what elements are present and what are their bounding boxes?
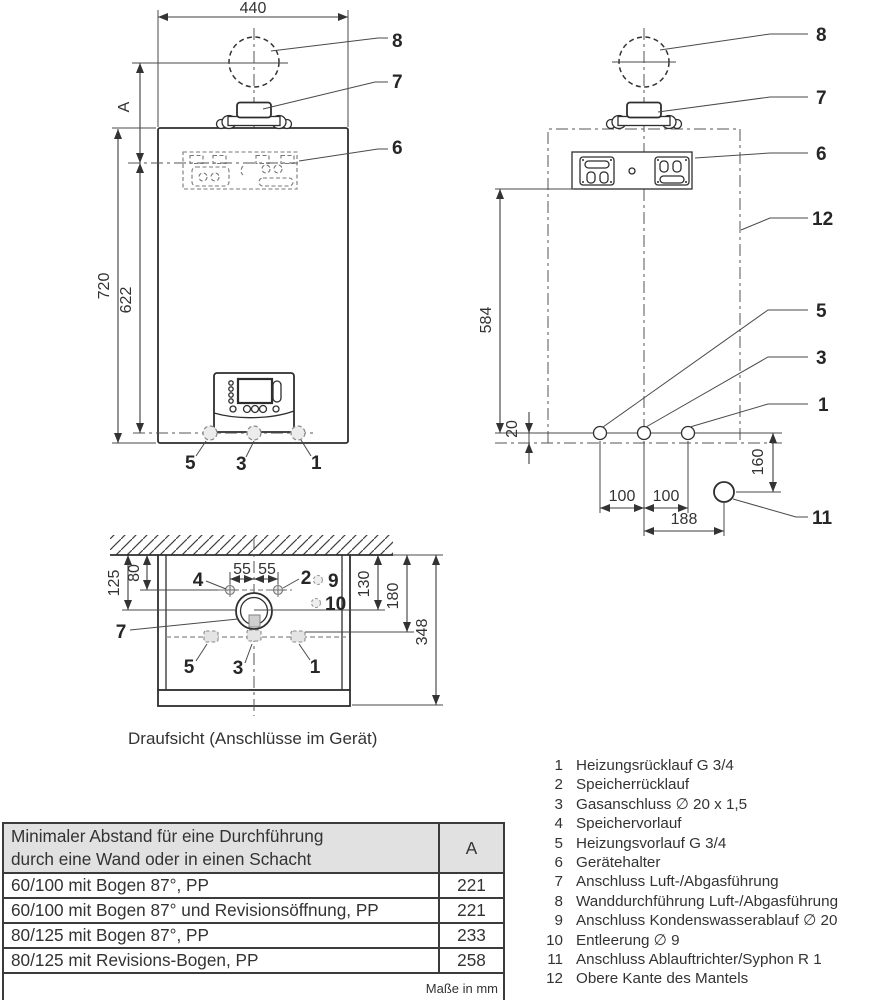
connector-10 xyxy=(312,599,321,608)
legend-item xyxy=(543,756,838,775)
device-holder-plate xyxy=(572,152,692,189)
table-title-line1: Minimaler Abstand für eine Durchführung xyxy=(11,826,324,846)
callout-7: 7 xyxy=(392,72,403,93)
connector-5-front xyxy=(203,426,217,440)
legend-num: 8 xyxy=(554,892,563,910)
table-row xyxy=(3,948,504,973)
callout-3: 3 xyxy=(236,454,247,475)
table-row xyxy=(3,898,504,923)
dim-100-left: 100 xyxy=(608,488,636,505)
dim-20: 20 xyxy=(504,420,521,438)
callout-1: 1 xyxy=(309,657,321,678)
legend-item xyxy=(543,892,838,911)
legend xyxy=(543,756,838,989)
legend-text: Anschluss Ablauftrichter/Syphon R 1 xyxy=(576,951,822,969)
legend-num: 5 xyxy=(554,834,563,852)
dim-440: 440 xyxy=(239,0,267,17)
right-view xyxy=(478,25,833,536)
table-footer-row xyxy=(3,973,504,1000)
callout-3: 3 xyxy=(816,348,827,369)
table-row xyxy=(3,873,504,898)
connector-5-right xyxy=(594,427,607,440)
callout-5: 5 xyxy=(183,657,195,678)
legend-num: 2 xyxy=(554,776,563,794)
legend-item xyxy=(543,795,838,814)
dim-80: 80 xyxy=(126,564,143,582)
display xyxy=(238,379,272,403)
legend-text: Gasanschluss ∅ 20 x 1,5 xyxy=(576,795,748,813)
legend-text: Speichervorlauf xyxy=(576,815,682,833)
table-col-a-header: A xyxy=(439,823,504,873)
connector-1-front xyxy=(291,426,305,440)
callout-12: 12 xyxy=(812,209,834,230)
callout-3: 3 xyxy=(232,658,244,679)
callout-4: 4 xyxy=(192,570,204,591)
legend-num: 7 xyxy=(554,873,563,891)
legend-num: 1 xyxy=(554,757,563,774)
row-label: 60/100 mit Bogen 87° und Revisionsöffnung, PP xyxy=(3,898,439,923)
connector-1-plan xyxy=(291,631,305,642)
table-title-line2: durch eine Wand oder in einen Schacht xyxy=(11,849,312,869)
callout-1: 1 xyxy=(818,395,829,416)
row-value: 221 xyxy=(439,873,504,898)
connector-4 xyxy=(223,583,237,597)
callout-5: 5 xyxy=(185,453,196,474)
callout-6: 6 xyxy=(392,138,403,159)
legend-item xyxy=(543,775,838,794)
callout-7: 7 xyxy=(115,622,127,643)
callout-11: 11 xyxy=(812,508,833,529)
legend-num: 12 xyxy=(546,970,563,988)
row-label: 80/125 mit Revisions-Bogen, PP xyxy=(3,948,439,973)
row-value: 221 xyxy=(439,898,504,923)
top-view xyxy=(106,535,443,748)
table-units-note: Maße in mm xyxy=(3,973,504,1000)
flue-connector-right xyxy=(607,103,682,129)
dim-125: 125 xyxy=(106,569,123,597)
legend-text: Obere Kante des Mantels xyxy=(576,970,749,988)
legend-num: 10 xyxy=(546,931,563,949)
callout-10: 10 xyxy=(325,594,347,615)
legend-num: 4 xyxy=(554,815,563,833)
connector-3-right xyxy=(638,427,651,440)
connector-3-front xyxy=(247,426,261,440)
wall-hatch xyxy=(110,535,393,555)
legend-text: Gerätehalter xyxy=(576,854,661,872)
legend-item xyxy=(543,931,838,950)
row-label: 60/100 mit Bogen 87°, PP xyxy=(3,873,439,898)
legend-text: Speicherrücklauf xyxy=(576,776,690,794)
callout-7: 7 xyxy=(816,88,827,109)
connector-1-right xyxy=(682,427,695,440)
callout-9: 9 xyxy=(328,571,339,592)
legend-text: Anschluss Luft-/Abgasführung xyxy=(576,873,779,891)
legend-num: 11 xyxy=(547,951,563,969)
table-row xyxy=(3,923,504,948)
top-view-caption: Draufsicht (Anschlüsse im Gerät) xyxy=(128,729,378,748)
syphon-connector xyxy=(714,482,734,502)
legend-item xyxy=(543,911,838,930)
legend-item xyxy=(543,834,838,853)
dim-348: 348 xyxy=(414,618,431,646)
dim-584: 584 xyxy=(478,306,495,334)
callout-1: 1 xyxy=(311,453,322,474)
dim-A: A xyxy=(116,101,133,113)
legend-text: Heizungsvorlauf G 3/4 xyxy=(576,834,727,852)
legend-item xyxy=(543,950,838,969)
dim-100-right: 100 xyxy=(652,488,680,505)
dim-55-left: 55 xyxy=(233,561,251,578)
dim-622: 622 xyxy=(118,286,135,314)
connector-2 xyxy=(271,583,285,597)
legend-num: 6 xyxy=(554,854,563,872)
dim-130: 130 xyxy=(356,570,373,598)
dim-188: 188 xyxy=(670,511,698,528)
legend-text: Anschluss Kondenswasserablauf ∅ 20 xyxy=(576,912,838,930)
connector-5-plan xyxy=(204,631,218,642)
legend-item xyxy=(543,853,838,872)
legend-text: Wanddurchführung Luft-/Abgasführung xyxy=(576,892,839,910)
legend-text: Entleerung ∅ 9 xyxy=(576,931,680,949)
callout-5: 5 xyxy=(816,301,827,322)
row-value: 258 xyxy=(439,948,504,973)
table-header-row xyxy=(3,823,504,873)
legend-item xyxy=(543,814,838,833)
legend-item xyxy=(543,872,838,891)
front-view xyxy=(96,0,403,475)
legend-num: 3 xyxy=(554,795,563,813)
flue-connector-front xyxy=(217,103,292,129)
legend-text: Heizungsrücklauf G 3/4 xyxy=(576,757,734,774)
dim-55-right: 55 xyxy=(258,561,276,578)
connector-3-plan xyxy=(247,630,261,641)
row-label: 80/125 mit Bogen 87°, PP xyxy=(3,923,439,948)
callout-8: 8 xyxy=(816,25,827,46)
connector-9 xyxy=(314,576,323,585)
dim-160: 160 xyxy=(750,448,767,476)
legend-item xyxy=(543,969,838,988)
callout-6: 6 xyxy=(816,144,827,165)
dim-720: 720 xyxy=(96,272,113,300)
control-panel xyxy=(214,373,294,432)
dim-180: 180 xyxy=(385,582,402,610)
row-value: 233 xyxy=(439,923,504,948)
callout-2: 2 xyxy=(300,568,312,589)
callout-8: 8 xyxy=(392,31,403,52)
clearance-table xyxy=(2,822,503,1000)
legend-num: 9 xyxy=(554,912,563,930)
